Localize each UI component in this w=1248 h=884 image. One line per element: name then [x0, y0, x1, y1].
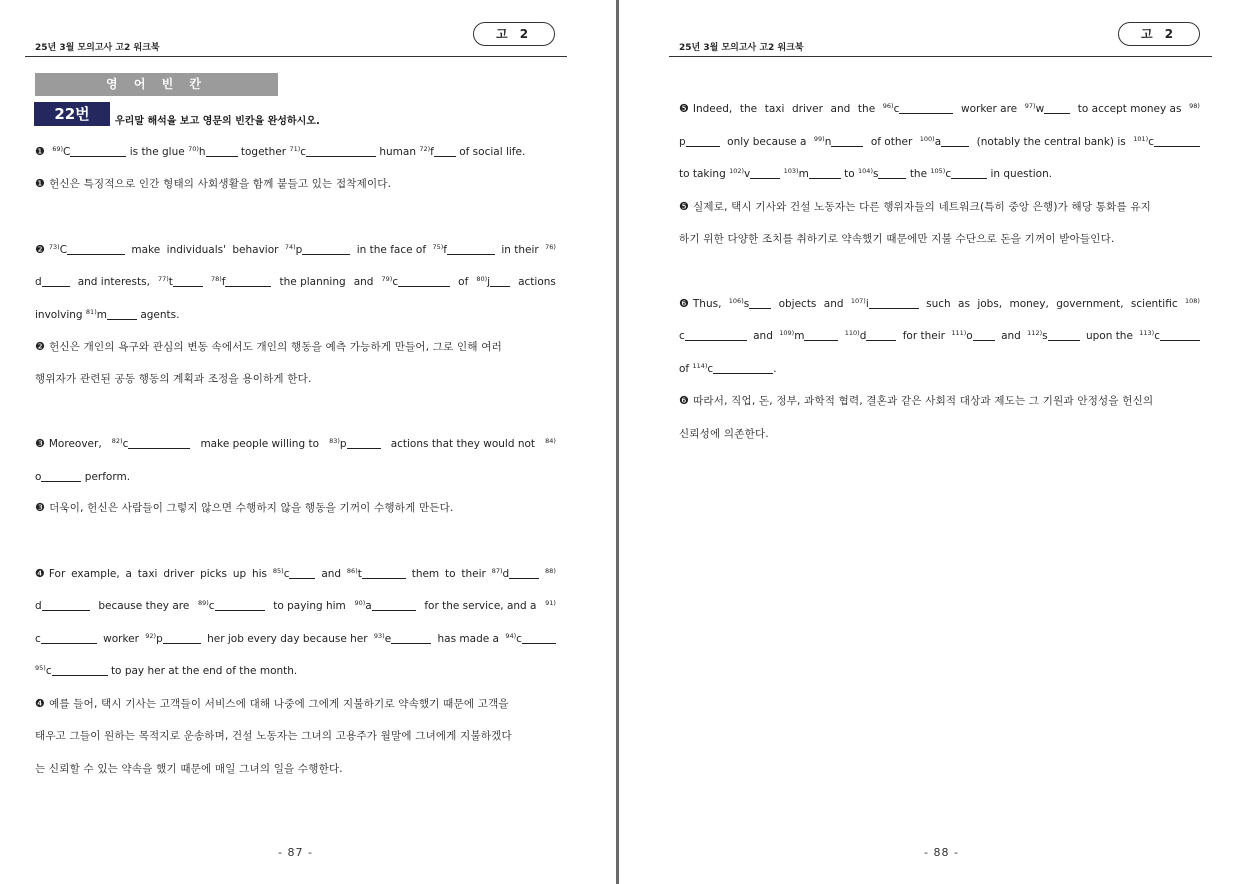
blank-98-num: 98) [1189, 102, 1200, 110]
word: in the face of [356, 244, 427, 256]
sentence-4-line-3 [35, 632, 556, 646]
blank-76[interactable]: d [35, 275, 70, 289]
blank-92[interactable]: $^{92)}$p [145, 632, 200, 646]
word: of other [870, 136, 913, 148]
word: for the service, and a [424, 600, 537, 612]
blank-114[interactable]: $^{114)}$c [692, 362, 773, 376]
sentence-2-line-3 [35, 308, 556, 322]
blank-104[interactable]: $^{104)}$s [858, 167, 906, 181]
word: make [131, 244, 161, 256]
blank-70[interactable]: $^{70)}$h [188, 145, 237, 159]
marker-6: ❻ [679, 297, 689, 310]
blank-109[interactable]: $^{109)}$m [779, 329, 838, 343]
marker-2-blank-73[interactable]: ❷ $^{73)}$C [35, 243, 125, 257]
word: Moreover, [48, 438, 102, 450]
word: money, [1009, 298, 1049, 310]
word: their [461, 568, 486, 580]
korean-text: 더욱이, 헌신은 사람들이 그렇지 않으면 수행하지 않을 행동을 기꺼이 수행하게 만든다. [49, 502, 454, 514]
word: such [926, 298, 951, 310]
word: to accept money as [1077, 103, 1182, 115]
word: her job every day because her [207, 633, 368, 645]
blank-99[interactable]: $^{99)}$n [814, 135, 863, 149]
word: actions [518, 276, 556, 288]
marker-5: ❺ [679, 102, 689, 115]
blank-95[interactable]: $^{95)}$c [35, 664, 108, 678]
word: his [251, 568, 268, 580]
sentence-6-line-3 [679, 362, 1200, 376]
korean-4-line-2 [35, 729, 556, 743]
blank-75[interactable]: $^{75)}$f [432, 243, 495, 257]
word: scientific [1130, 298, 1178, 310]
sentence-4-line-2 [35, 599, 556, 613]
korean-marker-5: ❺ [679, 200, 690, 213]
word: involving [35, 309, 83, 321]
korean-marker-1: ❶ [35, 177, 46, 190]
sentence-5-line-1 [679, 102, 1200, 116]
word: actions that they would not [390, 438, 536, 450]
blank-86[interactable]: $^{86)}$t [347, 567, 406, 581]
blank-97[interactable]: $^{97)}$w [1025, 102, 1070, 116]
grade-badge: 고 2 [1118, 22, 1200, 46]
word: and [353, 276, 374, 288]
korean-text: 예를 들어, 택시 기사는 고객들이 서비스에 대해 나중에 그에게 지불하기로 약속했기 때문에 고객을 [49, 698, 509, 710]
korean-4-line-3 [35, 762, 556, 776]
word: of [458, 276, 469, 288]
blank-108-num: 108) [1184, 297, 1200, 305]
word: taxi [137, 568, 158, 580]
word: the [909, 168, 928, 180]
blank-108[interactable]: c [679, 329, 747, 343]
marker-3: ❸ [35, 437, 45, 450]
word: to pay her at the end of the month. [110, 665, 298, 677]
korean-text: 태우고 그들이 원하는 목적지로 운송하며, 건설 노동자는 그녀의 고용주가 월말에 그녀에게 지불하겠다 [35, 730, 512, 742]
word: only because a [727, 136, 807, 148]
word: because they are [98, 600, 190, 612]
korean-6-line-1 [679, 394, 1200, 408]
word: of [679, 363, 690, 375]
word: to [445, 568, 456, 580]
blank-72[interactable]: $^{72)}$f [419, 145, 456, 159]
blank-94[interactable]: $^{94)}$c [505, 632, 556, 646]
blank-90[interactable]: $^{90)}$a [354, 599, 415, 613]
word: of social life. [459, 146, 526, 158]
sentence-5-line-2 [679, 135, 1200, 149]
word: worker [103, 633, 139, 645]
blank-96[interactable]: $^{96)}$c [883, 102, 954, 116]
word: to taking [679, 168, 726, 180]
sentence-3-line-1 [35, 437, 556, 451]
blank-112[interactable]: $^{112)}$s [1027, 329, 1079, 343]
word: and [1001, 330, 1021, 342]
blank-81[interactable]: $^{81)}$m [86, 308, 137, 322]
blank-103[interactable]: $^{103)}$m [784, 167, 841, 181]
sentence-4-line-4 [35, 664, 556, 678]
korean-marker-3: ❸ [35, 501, 46, 514]
word: as [958, 298, 970, 310]
left-page [0, 0, 617, 884]
korean-4-line-1 [35, 697, 556, 711]
word: driver [792, 103, 823, 115]
word: for their [902, 330, 945, 342]
word: make people willing to [200, 438, 320, 450]
page-number-left: - 87 - [278, 846, 313, 859]
korean-text: 는 신뢰할 수 있는 약속을 했기 때문에 매일 그녀의 일을 수행한다. [35, 763, 343, 775]
header-rule [669, 56, 1212, 57]
blank-113[interactable]: $^{113)}$c [1139, 329, 1200, 343]
question-number: 22번 [34, 102, 110, 126]
korean-1 [35, 177, 556, 191]
blank-93[interactable]: $^{93)}$e [374, 632, 431, 646]
korean-2-line-1 [35, 340, 556, 354]
word: jobs, [977, 298, 1003, 310]
blank-88[interactable]: d [35, 599, 90, 613]
korean-marker-4: ❹ [35, 697, 46, 710]
blank-77[interactable]: $^{77)}$t [158, 275, 203, 289]
word: government, [1056, 298, 1124, 310]
sentence-2-line-1 [35, 243, 556, 257]
word: driver [163, 568, 195, 580]
word: is the glue [129, 146, 185, 158]
blank-71[interactable]: $^{71)}$c [289, 145, 376, 159]
korean-marker-6: ❻ [679, 394, 690, 407]
korean-text: 실제로, 택시 기사와 건설 노동자는 다른 행위자들의 네트워크(특히 중앙 은행)가 해당 통화를 유지 [693, 201, 1152, 213]
blank-88-num: 88) [545, 567, 556, 575]
blank-79[interactable]: $^{79)}$c [382, 275, 451, 289]
blank-85[interactable]: $^{85)}$c [273, 567, 316, 581]
word: example, [71, 568, 120, 580]
word: and [823, 298, 844, 310]
word: a [125, 568, 132, 580]
blank-100[interactable]: $^{100)}$a [920, 135, 969, 149]
word: human [379, 146, 417, 158]
sentence-6-line-1 [679, 297, 1200, 311]
header-rule [25, 56, 567, 57]
word: worker are [961, 103, 1018, 115]
korean-3 [35, 501, 556, 515]
word: up [232, 568, 247, 580]
word: individuals' [166, 244, 226, 256]
right-page [619, 0, 1248, 884]
marker-4: ❹ [35, 567, 45, 580]
blank-78[interactable]: $^{78)}$f [211, 275, 272, 289]
blank-105[interactable]: $^{105)}$c [930, 167, 987, 181]
blank-107[interactable]: $^{107)}$i [851, 297, 919, 311]
word: behavior [232, 244, 279, 256]
blank-101[interactable]: $^{101)}$c [1133, 135, 1200, 149]
word: the [739, 103, 758, 115]
sentence-4-line-1 [35, 567, 556, 581]
blank-74[interactable]: $^{74)}$p [285, 243, 350, 257]
word: has made a [437, 633, 499, 645]
korean-text: 헌신은 특징적으로 인간 형태의 사회생활을 함께 붙들고 있는 접착제이다. [49, 178, 392, 190]
word: taxi [764, 103, 785, 115]
sentence-1-line-1 [35, 145, 556, 159]
blank-83[interactable]: $^{83)}$p [329, 437, 380, 451]
word: and [830, 103, 851, 115]
blank-110[interactable]: $^{110)}$d [845, 329, 897, 343]
korean-2-line-2 [35, 372, 556, 386]
korean-marker-2: ❷ [35, 340, 46, 353]
word: the [857, 103, 876, 115]
word: . [773, 363, 777, 375]
word: together [240, 146, 287, 158]
word: objects [778, 298, 817, 310]
instruction-text: 우리말 해석을 보고 영문의 빈칸을 완성하시오. [115, 116, 320, 127]
korean-5-line-1 [679, 200, 1200, 214]
word: to [844, 168, 855, 180]
word: and interests, [77, 276, 150, 288]
sentence-3-line-2 [35, 470, 556, 484]
sentence-5-line-3 [679, 167, 1200, 181]
korean-text: 따라서, 직업, 돈, 정부, 과학적 협력, 결혼과 같은 사회적 대상과 제도는 그 기원과 안정성을 헌신의 [693, 395, 1154, 407]
word: perform. [84, 471, 131, 483]
word: and [321, 568, 342, 580]
blank-76-num: 76) [545, 243, 556, 251]
header-title: 25년 3월 모의고사 고2 워크북 [679, 43, 804, 53]
korean-text: 헌신은 개인의 욕구와 관심의 변동 속에서도 개인의 행동을 예측 가능하게 만들어, 그로 인해 여러 [49, 341, 502, 353]
page-number-right: - 88 - [924, 846, 959, 859]
korean-6-line-2 [679, 427, 1200, 441]
word: Indeed, [692, 103, 733, 115]
blank-80[interactable]: $^{80)}$j [476, 275, 510, 289]
blank-102[interactable]: $^{102)}$v [729, 167, 780, 181]
blank-82[interactable]: $^{82)}$c [112, 437, 191, 451]
blank-91[interactable]: c [35, 632, 97, 646]
word: to paying him [273, 600, 346, 612]
sentence-2-line-2 [35, 275, 556, 289]
korean-text: 행위자가 관련된 공동 행동의 계획과 조정을 용이하게 한다. [35, 373, 312, 385]
word: agents. [140, 309, 180, 321]
korean-5-line-2 [679, 232, 1200, 246]
blank-106[interactable]: $^{106)}$s [729, 297, 771, 311]
blank-87[interactable]: $^{87)}$d [492, 567, 539, 581]
word: the planning [279, 276, 346, 288]
word: and [753, 330, 773, 342]
blank-89[interactable]: $^{89)}$c [198, 599, 265, 613]
word: upon the [1085, 330, 1133, 342]
sentence-6-line-2 [679, 329, 1200, 343]
blank-91-num: 91) [545, 599, 556, 607]
header-title: 25년 3월 모의고사 고2 워크북 [35, 43, 160, 53]
word: them [411, 568, 440, 580]
word: (notably the central bank) is [976, 136, 1126, 148]
section-banner: 영 어 빈 칸 [35, 73, 278, 96]
korean-text: 하기 위한 다양한 조치를 취하기로 약속했기 때문에만 지불 수단으로 돈을 기꺼이 받아들인다. [679, 233, 1115, 245]
word: For [48, 568, 66, 580]
marker-1: ❶ [35, 145, 45, 158]
blank-84[interactable]: o [35, 470, 81, 484]
korean-text: 신뢰성에 의존한다. [679, 428, 769, 440]
grade-badge: 고 2 [473, 22, 555, 46]
word: picks [200, 568, 227, 580]
blank-84-num: 84) [545, 437, 556, 445]
blank-111[interactable]: $^{111)}$o [951, 329, 994, 343]
blank-69[interactable]: $^{69)}$C [52, 145, 126, 159]
word: Thus, [692, 298, 722, 310]
blank-98[interactable]: p [679, 135, 720, 149]
word: in question. [990, 168, 1053, 180]
word: in their [501, 244, 539, 256]
